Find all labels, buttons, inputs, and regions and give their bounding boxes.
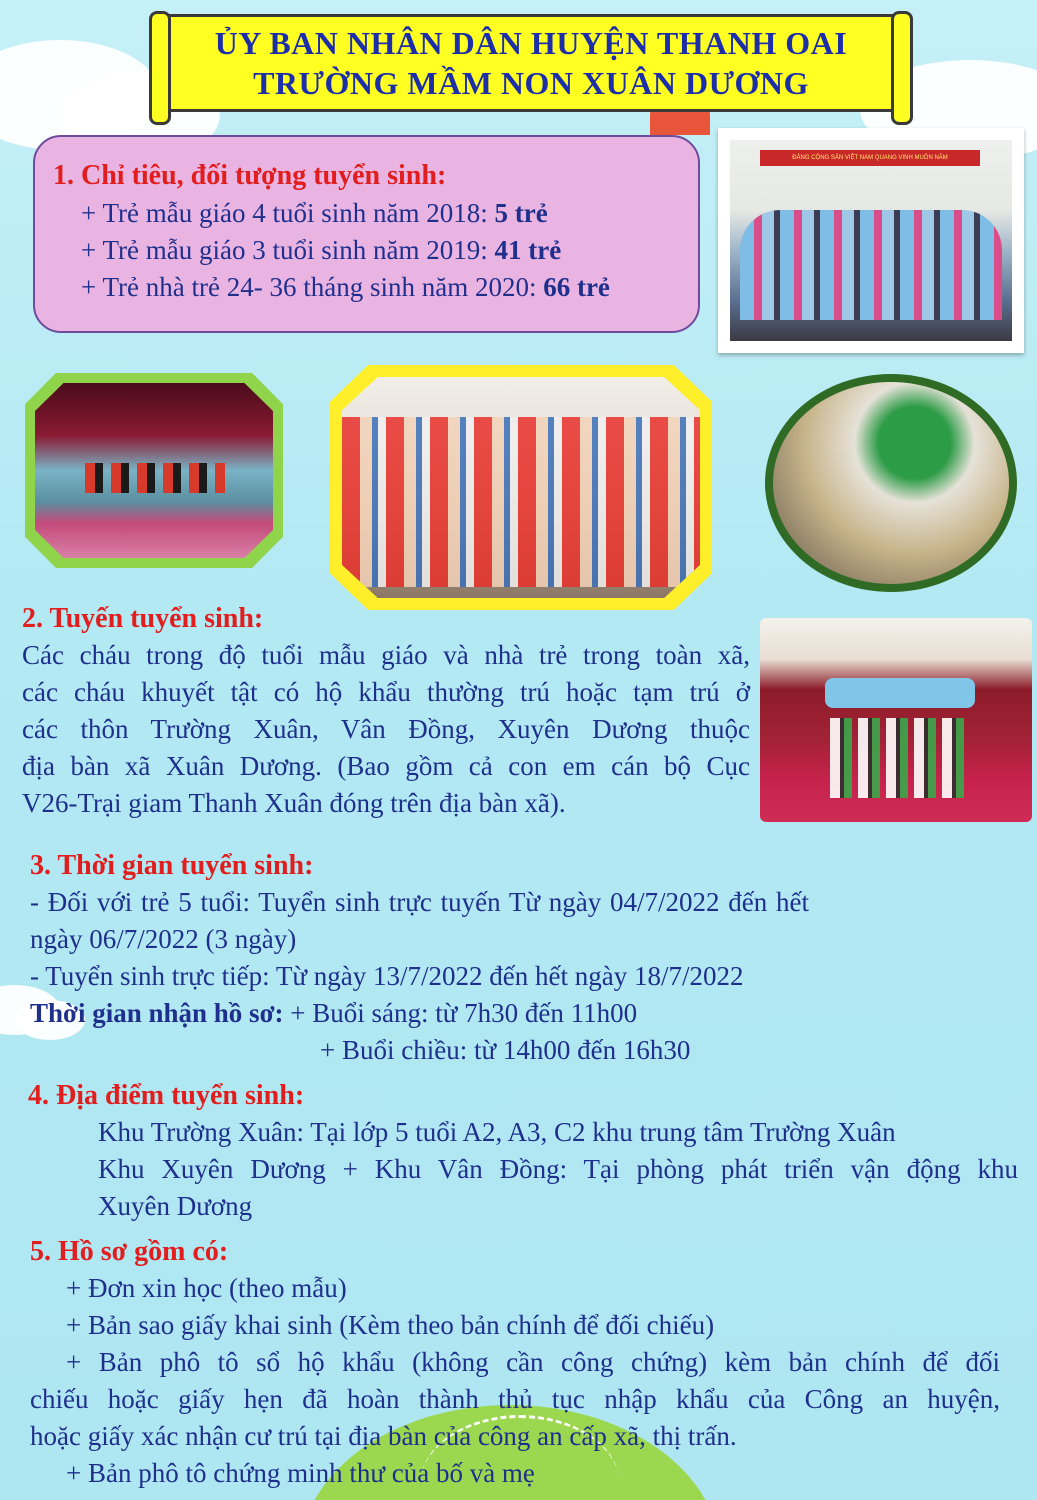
section-3-heading: 3. Thời gian tuyển sinh:	[30, 850, 314, 881]
group-photo-banner-text: ĐẢNG CỘNG SẢN VIỆT NAM QUANG VINH MUÔN NĂM	[792, 155, 948, 161]
section-2	[22, 601, 750, 822]
item-value: 5 trẻ	[494, 198, 548, 228]
photo-children-flags	[330, 365, 712, 610]
section-2-line: địa bàn xã Xuân Dương. (Bao gồm cả con em cán bộ Cục	[22, 751, 750, 781]
banner-title-line-1: ỦY BAN NHÂN DÂN HUYỆN THANH OAI	[214, 25, 848, 61]
section-4-line: Xuyên Dương	[98, 1191, 253, 1221]
section-5-item: + Bản sao giấy khai sinh (Kèm theo bản chính để đối chiếu)	[66, 1310, 715, 1340]
section-5-item: + Bản phô tô sổ hộ khẩu (không cần công chứng) kèm bản chính để đối	[66, 1347, 1000, 1377]
section-5-heading: 5. Hồ sơ gồm có:	[30, 1236, 229, 1267]
title-banner	[160, 14, 902, 112]
section-1-box	[33, 135, 700, 333]
item-value: 41 trẻ	[494, 235, 562, 265]
photo-children-stage	[760, 618, 1032, 822]
section-1-item	[53, 195, 680, 232]
section-1-item	[53, 269, 680, 306]
section-4	[28, 1078, 1018, 1225]
receive-time-afternoon: + Buổi chiều: từ 14h00 đến 16h30	[320, 1035, 691, 1065]
photo-teachers-group	[718, 128, 1024, 353]
section-3-line: - Đối với trẻ 5 tuổi: Tuyển sinh trực tuyến Từ ngày 04/7/2022 đến hết	[30, 887, 809, 917]
section-2-line: Các cháu trong độ tuổi mẫu giáo và nhà trẻ trong toàn xã,	[22, 640, 750, 670]
section-4-line: Khu Trường Xuân: Tại lớp 5 tuổi A2, A3, C2 khu trung tâm Trường Xuân	[98, 1117, 896, 1147]
banner-title-line-2: TRƯỜNG MẦM NON XUÂN DƯƠNG	[253, 65, 809, 101]
item-text: + Trẻ nhà trẻ 24- 36 tháng sinh năm 2020:	[81, 272, 544, 302]
section-4-heading: 4. Địa điểm tuyển sinh:	[28, 1080, 305, 1111]
section-5-item-continued: hoặc giấy xác nhận cư trú tại địa bàn của công an cấp xã, thị trấn.	[30, 1421, 737, 1451]
section-2-heading: 2. Tuyến tuyển sinh:	[22, 603, 264, 634]
item-text: + Trẻ mẫu giáo 3 tuổi sinh năm 2019:	[81, 235, 495, 265]
section-5-item: + Đơn xin học (theo mẫu)	[66, 1273, 347, 1303]
photo-school-meals	[765, 374, 1017, 592]
receive-time-label: Thời gian nhận hồ sơ:	[30, 998, 284, 1028]
section-2-line: V26-Trại giam Thanh Xuân đóng trên địa bàn xã).	[22, 788, 566, 818]
item-value: 66 trẻ	[543, 272, 610, 302]
section-3-line: - Tuyển sinh trực tiếp: Từ ngày 13/7/2022 đến hết ngày 18/7/2022	[30, 961, 744, 991]
receive-time-morning: + Buổi sáng: từ 7h30 đến 11h00	[283, 998, 638, 1028]
section-2-line: các cháu khuyết tật có hộ khẩu thường trú hoặc tạm trú ở	[22, 677, 750, 707]
section-3	[30, 848, 1010, 1069]
section-1-item	[53, 232, 680, 269]
section-5-item-continued: chiếu hoặc giấy hẹn đã hoàn thành thủ tục nhập khẩu của Công an huyện,	[30, 1384, 1000, 1414]
section-5-item: + Bản phô tô chứng minh thư của bố và mẹ	[66, 1458, 535, 1488]
section-3-line: ngày 06/7/2022 (3 ngày)	[30, 924, 297, 954]
section-2-line: các thôn Trường Xuân, Vân Đồng, Xuyên Dương thuộc	[22, 714, 750, 744]
item-text: + Trẻ mẫu giáo 4 tuổi sinh năm 2018:	[81, 198, 495, 228]
section-4-line: Khu Xuyên Dương + Khu Vân Đồng: Tại phòng phát triển vận động khu	[98, 1154, 1018, 1184]
section-1-heading: 1. Chỉ tiêu, đối tượng tuyển sinh:	[53, 160, 447, 191]
photo-stage-performance	[25, 373, 283, 568]
section-3-receive-time	[30, 995, 1010, 1032]
section-5	[30, 1234, 1000, 1492]
